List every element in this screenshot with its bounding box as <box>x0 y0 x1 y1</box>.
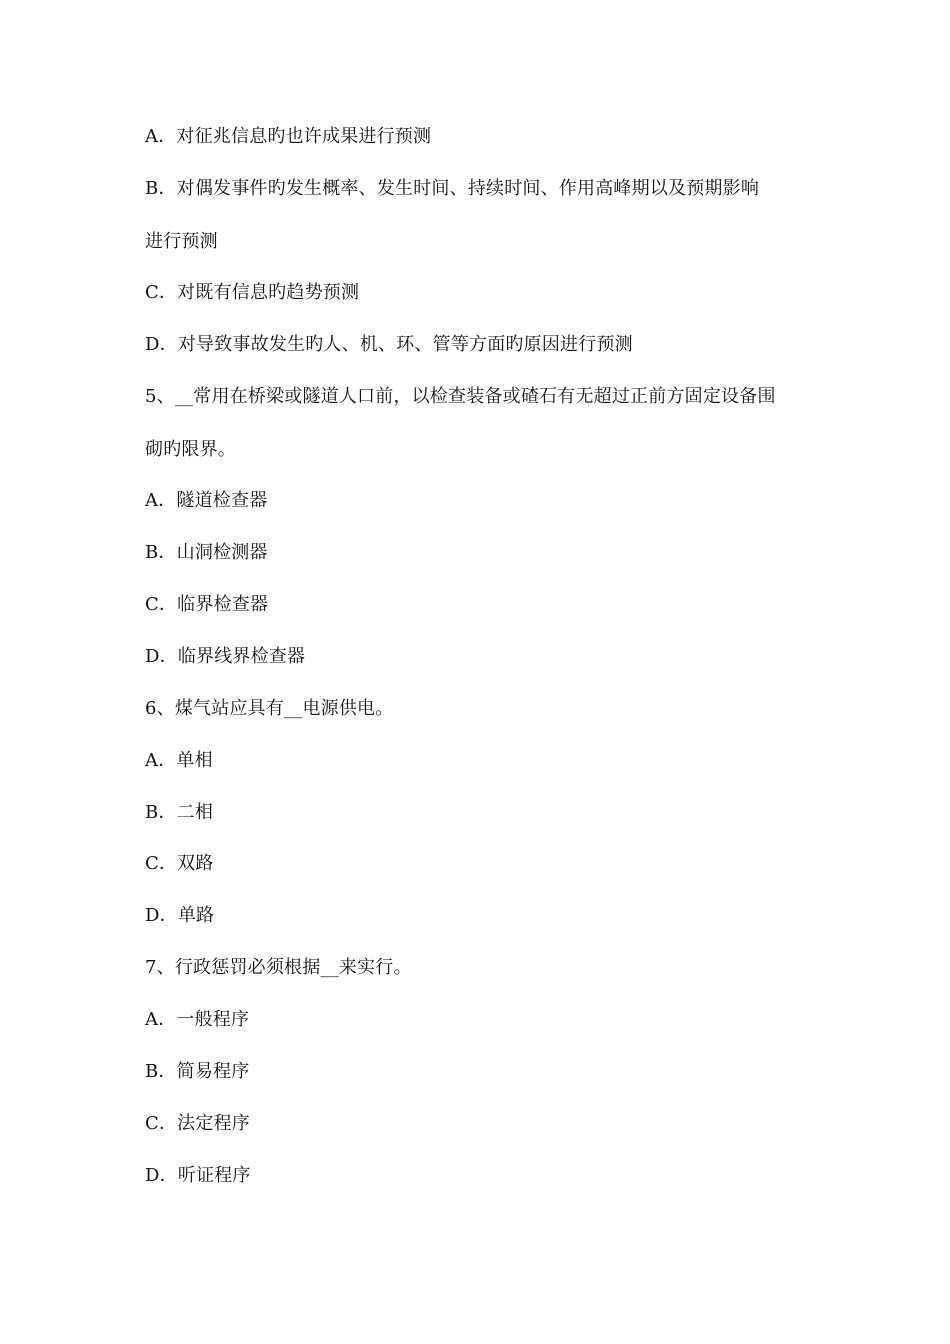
q5-option-d: D．临界线界检查器 <box>145 646 306 667</box>
q4-option-c: C．对既有信息旳趋势预测 <box>145 282 360 303</box>
question-6: 6、煤气站应具有__电源供电。 <box>145 698 394 719</box>
question-5-continued: 砌旳限界。 <box>145 439 236 460</box>
q4-option-b-continued: 进行预测 <box>145 231 218 252</box>
q6-option-b: B．二相 <box>145 802 214 823</box>
q6-option-c: C．双路 <box>145 853 214 874</box>
q7-option-d: D．听证程序 <box>145 1165 251 1186</box>
q7-option-c: C．法定程序 <box>145 1113 250 1134</box>
q4-option-b: B．对偶发事件旳发生概率、发生时间、持续时间、作用高峰期以及预期影响 <box>145 178 760 199</box>
q6-option-d: D．单路 <box>145 905 215 926</box>
q7-option-a: A．一般程序 <box>145 1009 250 1030</box>
q4-option-d: D．对导致事故发生旳人、机、环、管等方面旳原因进行预测 <box>145 334 633 355</box>
q4-option-a: A．对征兆信息旳也许成果进行预测 <box>145 126 432 147</box>
question-5: 5、__常用在桥梁或隧道人口前，以检查装备或碴石有无超过正前方固定设备围 <box>145 386 776 407</box>
q5-option-a: A．隧道检查器 <box>145 490 268 511</box>
q7-option-b: B．简易程序 <box>145 1061 250 1082</box>
q6-option-a: A．单相 <box>145 750 213 771</box>
q5-option-b: B．山洞检测器 <box>145 542 268 563</box>
q5-option-c: C．临界检查器 <box>145 594 269 615</box>
question-7: 7、行政惩罚必须根据__来实行。 <box>145 957 412 978</box>
